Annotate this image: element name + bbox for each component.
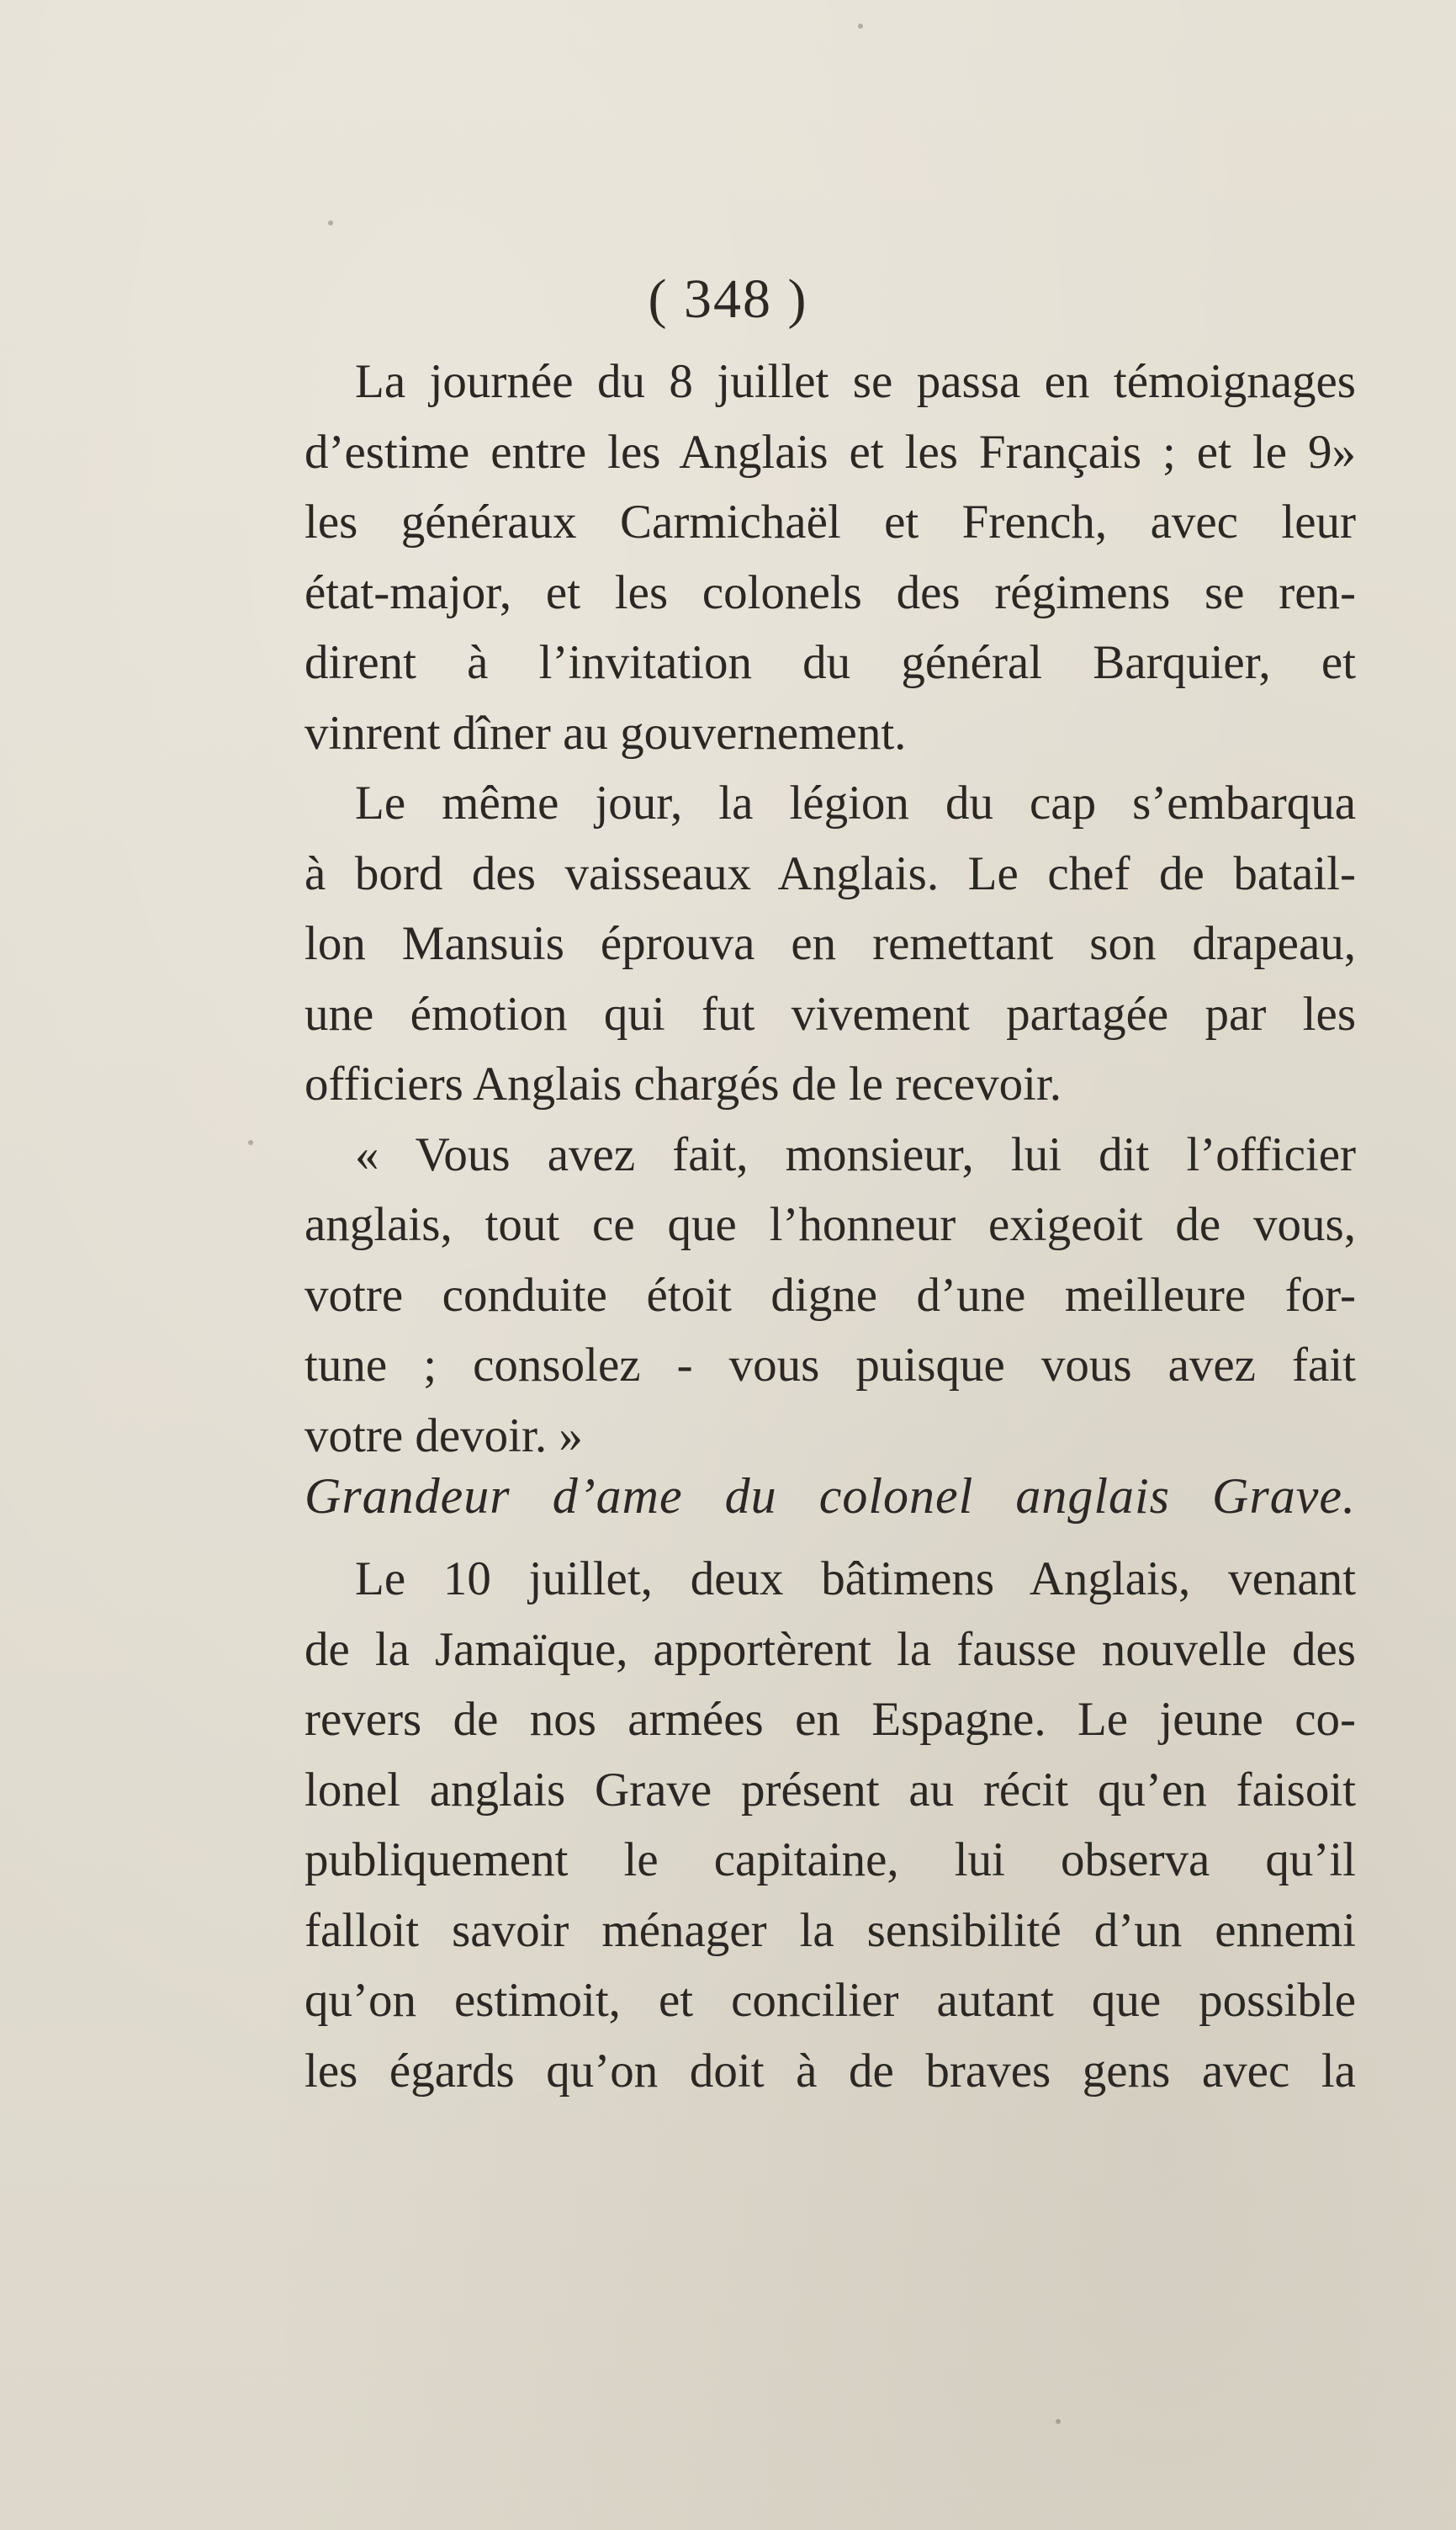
text-line: revers de nos armées en Espagne. Le jeune co- bbox=[304, 1693, 1356, 1746]
text-line: d’estime entre les Anglais et les Français ; et le 9» bbox=[304, 425, 1356, 479]
text-line: les égards qu’on doit à de braves gens avec la bbox=[304, 2044, 1356, 2098]
paper-speck bbox=[858, 24, 863, 29]
text-line: lon Mansuis éprouva en remettant son drapeau, bbox=[304, 917, 1356, 970]
text-line: de la Jamaïque, apportèrent la fausse nouvelle des bbox=[304, 1622, 1356, 1676]
text-line: Le même jour, la légion du cap s’embarqua bbox=[355, 777, 1356, 830]
paper-speck bbox=[248, 1140, 253, 1145]
text-line: anglais, tout ce que l’honneur exigeoit de vous, bbox=[304, 1198, 1356, 1251]
text-line: publiquement le capitaine, lui observa qu’il bbox=[304, 1833, 1356, 1886]
text-line: falloit savoir ménager la sensibilité d’un ennemi bbox=[304, 1903, 1356, 1957]
text-line: qu’on estimoit, et concilier autant que possible bbox=[304, 1974, 1356, 2027]
text-block-second bbox=[304, 1544, 1356, 2106]
text-line: votre devoir. » bbox=[304, 1408, 583, 1462]
text-line: dirent à l’invitation du général Barquier, et bbox=[304, 636, 1356, 689]
text-line: une émotion qui fut vivement partagée par les bbox=[304, 987, 1356, 1041]
text-line: les généraux Carmichaël et French, avec leur bbox=[304, 496, 1356, 549]
text-block-first bbox=[304, 347, 1356, 1471]
text-line: votre conduite étoit digne d’une meilleure for- bbox=[304, 1268, 1356, 1322]
text-line: Le 10 juillet, deux bâtimens Anglais, venant bbox=[355, 1552, 1356, 1605]
paper-speck bbox=[1056, 2419, 1061, 2424]
page-number: ( 348 ) bbox=[648, 268, 808, 330]
text-line: « Vous avez fait, monsieur, lui dit l’officier bbox=[355, 1127, 1356, 1181]
section-heading: Grandeur d’ame du colonel anglais Grave. bbox=[304, 1468, 1356, 1524]
text-line: à bord des vaisseaux Anglais. Le chef de batail- bbox=[304, 846, 1356, 900]
text-line: lonel anglais Grave présent au récit qu’en faisoit bbox=[304, 1763, 1356, 1817]
paper-speck bbox=[328, 220, 333, 225]
text-line: état-major, et les colonels des régimens se ren- bbox=[304, 565, 1356, 619]
text-line: tune ; consolez - vous puisque vous avez fait bbox=[304, 1339, 1356, 1392]
text-line: officiers Anglais chargés de le recevoir. bbox=[304, 1058, 1062, 1111]
text-line: vinrent dîner au gouvernement. bbox=[304, 706, 907, 760]
text-line: La journée du 8 juillet se passa en témoignages bbox=[355, 355, 1356, 408]
